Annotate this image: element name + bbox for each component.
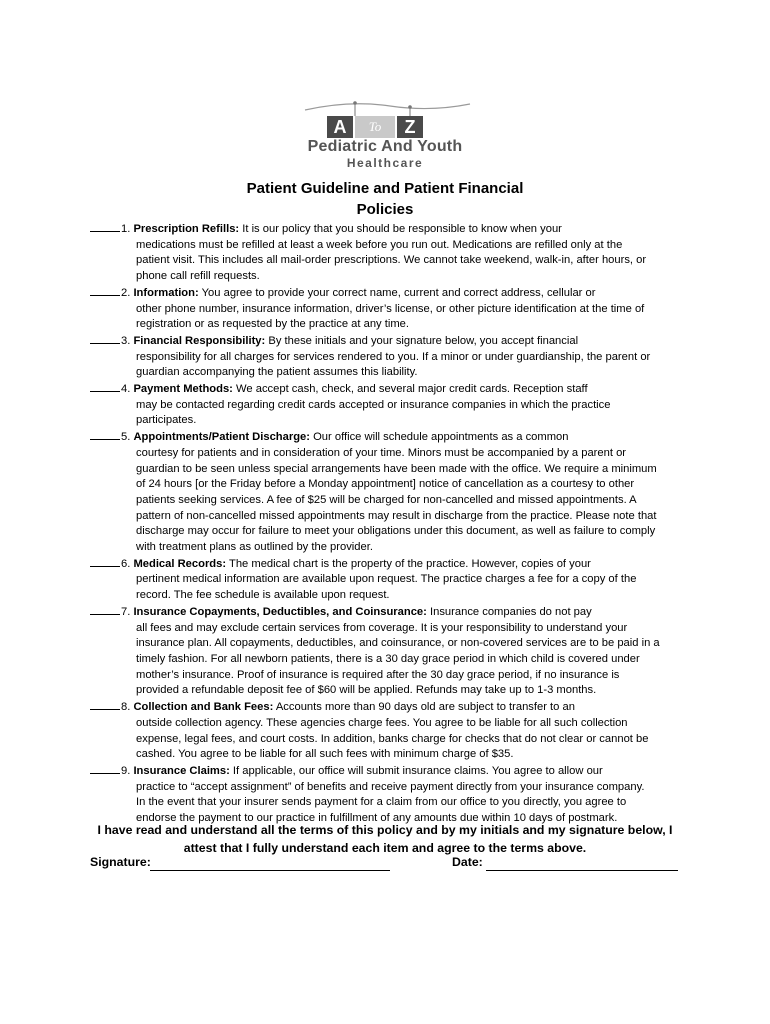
policy-item-text: You agree to provide your correct name, current and correct address, cellular or bbox=[198, 286, 596, 299]
policy-item-text: It is our policy that you should be responsible to know when your bbox=[239, 223, 562, 235]
policy-item-continuation-line: guardian to be seen unless special arrangements have been made with the office. We require a minimum bbox=[136, 462, 657, 475]
policy-item-first-line bbox=[90, 333, 690, 350]
policy-item-number: 8. bbox=[121, 701, 131, 714]
policy-item bbox=[90, 333, 690, 381]
policy-item bbox=[90, 604, 690, 699]
policy-item-heading: Insurance Copayments, Deductibles, and Coinsurance: bbox=[133, 605, 427, 618]
initials-blank-field[interactable] bbox=[90, 699, 120, 710]
policy-item-heading: Payment Methods: bbox=[133, 383, 233, 396]
policy-item bbox=[90, 221, 690, 285]
policy-item-text: We accept cash, check, and several major credit cards. Reception staff bbox=[232, 383, 588, 396]
initials-blank-field[interactable] bbox=[90, 763, 120, 774]
attestation-line1: I have read and understand all the terms of this policy and by my initials and my signature below, I bbox=[97, 823, 673, 837]
initials-blank-field[interactable] bbox=[90, 604, 120, 615]
policy-item-continuation-line: may be contacted regarding credit cards accepted or insurance companies in which the practice bbox=[136, 398, 611, 411]
date-field[interactable] bbox=[486, 870, 678, 871]
policy-item-number: 3. bbox=[121, 334, 131, 347]
policy-item-continuation-line: In the event that your insurer sends payment for a claim from our office to you directly, you agree to bbox=[136, 796, 627, 809]
policy-item-continuation-line: other phone number, insurance information, driver’s license, or other picture identification at the time of bbox=[136, 302, 645, 315]
policy-item-continuation-line: record. The fee schedule is available upon request. bbox=[136, 589, 390, 602]
signature-label: Signature: bbox=[90, 855, 151, 869]
policy-item-continuation-line: pertinent medical information are available upon request. The practice charges a fee for a copy of the bbox=[136, 573, 637, 586]
policy-item-continuation-line: of 24 hours [or the Friday before a Monday appointment] notice of cancellation as a courtesy to other bbox=[136, 478, 635, 491]
policy-item-heading: Information: bbox=[133, 286, 199, 299]
policy-item bbox=[90, 381, 690, 429]
policy-item bbox=[90, 556, 690, 604]
signature-row bbox=[90, 855, 690, 875]
policy-item-continuation-line: outside collection agency. These agencies charge fees. You agree to be liable for all such collection bbox=[136, 716, 628, 729]
policy-item bbox=[90, 285, 690, 333]
policy-item-continuation-line: guardian accompanying the patient assumes this liability. bbox=[136, 366, 418, 379]
document-title-line1: Patient Guideline and Patient Financial bbox=[246, 180, 524, 197]
policy-item-continuation-line: patients seeking services. A fee of $25 will be charged for non-cancelled and missed appointments. A bbox=[136, 493, 637, 506]
policy-item-heading: Collection and Bank Fees: bbox=[133, 701, 274, 714]
initials-blank-field[interactable] bbox=[90, 221, 120, 232]
document-title-line2: Policies bbox=[356, 201, 414, 218]
policy-item bbox=[90, 763, 690, 827]
policy-item-continuation-line: timely fashion. For all newborn patients, there is a 30 day grace period in which child is covered under bbox=[136, 652, 640, 665]
policy-item-continuation-line: discharge may occur for failure to meet your obligations under this document, as well as failure to comply bbox=[136, 525, 656, 538]
policy-item-text: Our office will schedule appointments as a common bbox=[310, 431, 569, 444]
policy-item-number: 7. bbox=[121, 605, 131, 618]
policy-item-continuation-line: mother’s insurance. Proof of insurance is required after the 30 day grace period, if no insurance is bbox=[136, 668, 620, 681]
initials-blank-field[interactable] bbox=[90, 285, 120, 296]
date-label: Date: bbox=[452, 855, 483, 869]
initials-blank-field[interactable] bbox=[90, 429, 120, 440]
policy-item-number: 5. bbox=[121, 431, 131, 444]
logo-letter-z: Z bbox=[397, 116, 423, 138]
policy-item-continuation-line: courtesy for patients and in consideration of your time. Minors must be accompanied by a parent or bbox=[136, 446, 627, 459]
policy-item-continuation-line: provided a refundable deposit fee of $60 will be applied. Refunds may take up to 1-3 months. bbox=[136, 684, 597, 697]
policy-item-continuation-line: medications must be refilled at least a week before you run out. Medications are refilled only at the bbox=[136, 238, 623, 251]
policy-item-continuation-line: phone call refill requests. bbox=[136, 270, 260, 283]
policy-item-text: If applicable, our office will submit insurance claims. You agree to allow our bbox=[229, 764, 603, 777]
logo-letter-a: A bbox=[327, 116, 353, 138]
policy-item-heading: Financial Responsibility: bbox=[133, 334, 266, 347]
logo-letter-to: To bbox=[355, 116, 395, 138]
policy-item-number: 1. bbox=[121, 223, 131, 235]
policy-item-heading: Appointments/Patient Discharge: bbox=[133, 431, 310, 444]
policy-item-first-line bbox=[90, 429, 690, 446]
policy-item-continuation-line: responsibility for all charges for services rendered to you. If a minor or under guardianship, the parent or bbox=[136, 350, 651, 363]
policy-item-continuation-line: pattern of non-cancelled missed appointments may result in discharge from the practice. Please note that bbox=[136, 509, 657, 522]
policy-item-number: 4. bbox=[121, 383, 131, 396]
policy-item-heading: Medical Records: bbox=[133, 557, 227, 570]
policy-item-continuation-line: registration or as requested by the practice at any time. bbox=[136, 318, 409, 331]
policy-item-continuation-line: all fees and may exclude certain services from coverage. It is your responsibility to understand your bbox=[136, 621, 628, 634]
attestation-statement bbox=[90, 821, 680, 857]
policy-item-continuation-line: patient visit. This includes all mail-order prescriptions. We cannot take weekend, walk-in, after hours, or bbox=[136, 254, 647, 267]
signature-field[interactable] bbox=[150, 870, 390, 871]
policy-item-continuation-line: insurance plan. All copayments, deductibles, and coinsurance, or non-covered services are to be paid in a bbox=[136, 637, 660, 650]
attestation-line2: attest that I fully understand each item and agree to the terms above. bbox=[183, 841, 587, 855]
policy-item-continuation-line: with treatment plans as outlined by the provider. bbox=[136, 541, 373, 554]
logo-text-line1: Pediatric And Youth bbox=[307, 138, 463, 155]
policy-item-text: Insurance companies do not pay bbox=[426, 605, 592, 618]
policy-item-continuation-line: participates. bbox=[136, 414, 197, 427]
policy-item-heading: Prescription Refills: bbox=[133, 223, 240, 235]
policy-item-text: The medical chart is the property of the practice. However, copies of your bbox=[226, 557, 591, 570]
policy-item-continuation-line: endorse the payment to our practice in fulfillment of any amounts due within 10 days of postmark. bbox=[136, 812, 618, 825]
policy-item-first-line bbox=[90, 381, 690, 398]
policy-item-heading: Insurance Claims: bbox=[133, 764, 230, 777]
policy-item-text: Accounts more than 90 days old are subject to transfer to an bbox=[273, 701, 575, 714]
policy-item-continuation-line: cashed. You agree to be liable for all such fees with minimum charge of $35. bbox=[136, 748, 514, 761]
policy-item-first-line bbox=[90, 699, 690, 716]
policy-item-first-line bbox=[90, 763, 690, 780]
initials-blank-field[interactable] bbox=[90, 556, 120, 567]
policy-item-first-line bbox=[90, 604, 690, 621]
policy-item bbox=[90, 429, 690, 556]
policy-item-number: 6. bbox=[121, 557, 131, 570]
policy-item-text: By these initials and your signature below, you accept financial bbox=[265, 334, 579, 347]
policy-item-first-line bbox=[90, 556, 690, 573]
policy-item-continuation-line: expense, legal fees, and court costs. In addition, banks charge for checks that do not clear or cannot be bbox=[136, 732, 649, 745]
initials-blank-field[interactable] bbox=[90, 333, 120, 344]
policy-list bbox=[90, 221, 690, 827]
policy-item bbox=[90, 699, 690, 763]
policy-item-number: 2. bbox=[121, 286, 131, 299]
policy-item-first-line bbox=[90, 285, 690, 302]
policy-item-number: 9. bbox=[121, 764, 131, 777]
initials-blank-field[interactable] bbox=[90, 381, 120, 392]
policy-item-continuation-line: practice to “accept assignment” of benefits and receive payment directly from your insurance company. bbox=[136, 780, 645, 793]
logo-text-line2: Healthcare bbox=[346, 156, 424, 170]
policy-item-first-line bbox=[90, 221, 690, 238]
